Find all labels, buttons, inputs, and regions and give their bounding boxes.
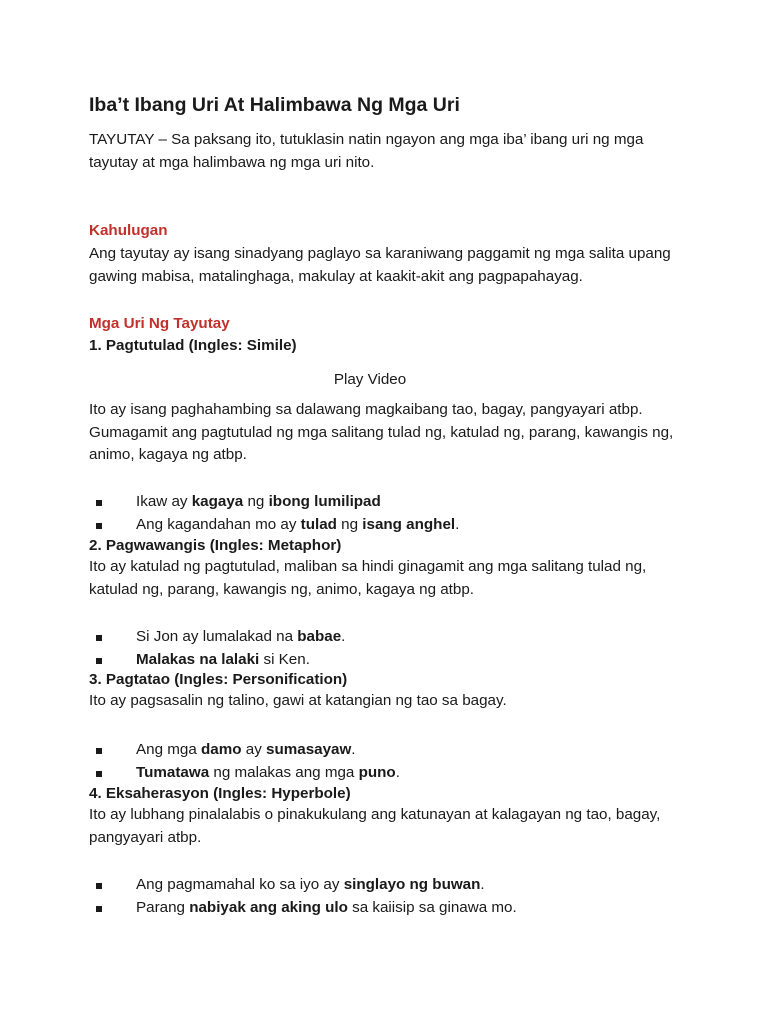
bold-text: singlayo ng buwan [343,876,481,893]
text-run: Si Jon ay lumalakad na [136,628,298,645]
section-paragraph: Ito ay lubhang pinalalabis o pinakukulang ang katunayan at kalagayan ng tao, bagay, pangyayari atbp. [89,806,661,846]
bullet-square-icon [96,523,102,529]
bold-text: Tumatawa [136,763,210,781]
text-run: Ang pagmamahal ko sa iyo ay [136,876,344,893]
list-item [89,897,517,920]
section-heading: 4. Eksaherasyon (Ingles: Hyperbole) [89,785,351,802]
text-run: Parang [136,898,190,916]
bullet-list [89,874,517,919]
list-item [89,874,517,897]
kahulugan-heading: Kahulugan [89,222,168,239]
bold-text: babae [297,628,342,645]
page-title: Iba’t Ibang Uri At Halimbawa Ng Mga Uri [89,94,460,116]
bold-text: ibong lumilipad [268,493,381,510]
bullet-list [89,626,345,671]
text-run: . [455,515,460,533]
bold-text: puno [358,763,396,781]
list-item [89,514,459,537]
list-item [89,626,345,649]
bullet-list [89,491,459,536]
text-run: . [480,876,485,893]
list-item [89,739,400,762]
list-item [89,649,345,672]
section-paragraph: Ito ay pagsasalin ng talino, gawi at katangian ng tao sa bagay. [89,692,507,709]
play-video-link[interactable]: Play Video [333,371,407,388]
bullet-square-icon [96,906,102,912]
text-run: Ang kagandahan mo ay [136,515,301,533]
text-run: si Ken. [259,650,310,668]
section-paragraph: Ito ay katulad ng pagtutulad, maliban sa hindi ginagamit ang mga salitang tulad ng, katulad ng, parang, kawangis ng, animo, kagaya ng atbp. [89,558,647,598]
bullet-square-icon [96,658,102,664]
bold-text: tulad [300,515,337,533]
bullet-square-icon [96,500,102,506]
text-run: . [395,763,400,781]
text-run: ay [241,741,267,758]
text-run: Ikaw ay [136,493,192,510]
bold-text: isang anghel [362,515,456,533]
bullet-square-icon [96,635,102,641]
intro-paragraph: TAYUTAY – Sa paksang ito, tutuklasin natin ngayon ang mga iba’ ibang uri ng mga tayutay at mga halimbawa ng mga uri nito. [89,131,644,171]
text-run: sa kaiisip sa ginawa mo. [347,898,517,916]
list-item [89,762,400,785]
kahulugan-paragraph: Ang tayutay ay isang sinadyang paglayo sa karaniwang paggamit ng mga salita upang gawing mabisa, matalinghaga, makulay at kaakit-akit ang pagpapahayag. [89,245,671,285]
bold-text: damo [201,741,242,758]
bullet-square-icon [96,771,102,777]
bullet-square-icon [96,748,102,754]
bullet-list [89,739,400,784]
text-run: ng [336,515,363,533]
section-heading: 3. Pagtatao (Ingles: Personification) [89,671,348,688]
text-run: . [341,628,346,645]
uri-heading: Mga Uri Ng Tayutay [89,315,230,332]
bullet-square-icon [96,883,102,889]
section-heading: 1. Pagtutulad (Ingles: Simile) [89,337,297,354]
section-paragraph: Ito ay isang paghahambing sa dalawang magkaibang tao, bagay, pangyayari atbp. Gumagamit ang pagtutulad ng mga salitang tulad ng, katulad ng, parang, kawangis ng, animo, kagaya ng atbp. [89,401,674,463]
bold-text: Malakas na lalaki [136,650,260,668]
text-run: Ang mga [136,741,202,758]
section-heading: 2. Pagwawangis (Ingles: Metaphor) [89,537,342,554]
text-run: ng malakas ang mga [209,763,359,781]
bold-text: nabiyak ang aking ulo [189,898,348,916]
bold-text: kagaya [191,493,244,510]
bold-text: sumasayaw [266,741,352,758]
text-run: . [351,741,356,758]
text-run: ng [243,493,269,510]
list-item [89,491,459,514]
